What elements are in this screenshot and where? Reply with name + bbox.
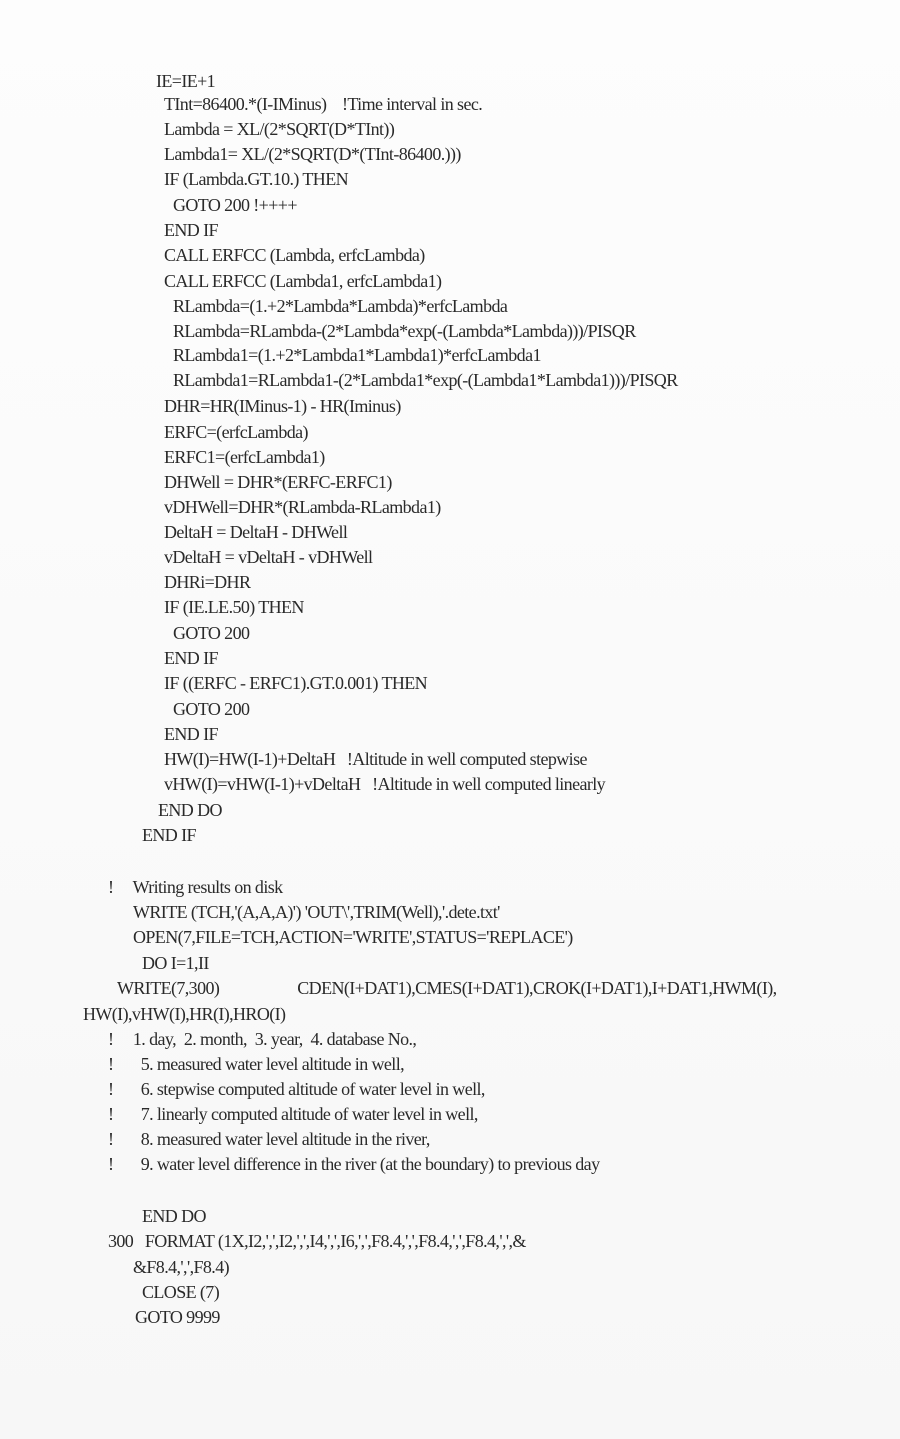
comment-field-5: ! 5. measured water level altitude in well, xyxy=(108,1054,404,1074)
code-line-format-continuation: &F8.4,',',F8.4) xyxy=(133,1257,230,1277)
code-line-goto-200: GOTO 200 !++++ xyxy=(173,195,297,215)
code-line-dhri: DHRi=DHR xyxy=(164,572,251,592)
code-line-write-7-300: WRITE(7,300) CDEN(I+DAT1),CMES(I+DAT1),CROK(I+DAT1),I+DAT1,HWM(I), xyxy=(117,978,777,998)
code-line-goto-200-c: GOTO 200 xyxy=(173,699,250,719)
comment-fields-1-4: ! 1. day, 2. month, 3. year, 4. database No., xyxy=(108,1029,417,1049)
code-line-goto-200-b: GOTO 200 xyxy=(173,623,250,643)
code-line-write-continuation: HW(I),vHW(I),HR(I),HRO(I) xyxy=(83,1004,286,1024)
code-line-if-ie: IF (IE.LE.50) THEN xyxy=(164,597,304,617)
code-line-if-lambda: IF (Lambda.GT.10.) THEN xyxy=(164,169,348,189)
comment-field-8: ! 8. measured water level altitude in the river, xyxy=(108,1129,430,1149)
code-line-write-tch: WRITE (TCH,'(A,A,A)') 'OUT\',TRIM(Well),'.dete.txt' xyxy=(133,902,500,922)
code-line-deltah: DeltaH = DeltaH - DHWell xyxy=(164,522,348,542)
code-line-tint: TInt=86400.*(I-IMinus) !Time interval in sec. xyxy=(164,94,483,114)
code-line-dhwell: DHWell = DHR*(ERFC-ERFC1) xyxy=(164,472,392,492)
code-line-open: OPEN(7,FILE=TCH,ACTION='WRITE',STATUS='REPLACE') xyxy=(133,927,573,947)
code-line-vdeltah: vDeltaH = vDeltaH - vDHWell xyxy=(164,547,373,567)
comment-field-9: ! 9. water level difference in the river (at the boundary) to previous day xyxy=(108,1154,600,1174)
code-line-call-erfcc-1: CALL ERFCC (Lambda1, erfcLambda1) xyxy=(164,271,442,291)
comment-field-6: ! 6. stepwise computed altitude of water level in well, xyxy=(108,1079,485,1099)
code-line-rlambda: RLambda=(1.+2*Lambda*Lambda)*erfcLambda xyxy=(173,296,508,316)
code-line-if-erfc: IF ((ERFC - ERFC1).GT.0.001) THEN xyxy=(164,673,428,693)
code-line-rlambda1-adjust: RLambda1=RLambda1-(2*Lambda1*exp(-(Lambda1*Lambda1)))/PISQR xyxy=(173,370,678,390)
code-line-hw: HW(I)=HW(I-1)+DeltaH !Altitude in well computed stepwise xyxy=(164,749,587,769)
code-line-rlambda-adjust: RLambda=RLambda-(2*Lambda*exp(-(Lambda*Lambda)))/PISQR xyxy=(173,321,636,341)
code-line-erfc1: ERFC1=(erfcLambda1) xyxy=(164,447,325,467)
code-line-goto-9999: GOTO 9999 xyxy=(135,1307,220,1327)
code-line-call-erfcc: CALL ERFCC (Lambda, erfcLambda) xyxy=(164,245,425,265)
code-line-lambda1: Lambda1= XL/(2*SQRT(D*(TInt-86400.))) xyxy=(164,144,461,164)
code-line-dhr: DHR=HR(IMinus-1) - HR(Iminus) xyxy=(164,396,401,416)
code-line-vhw: vHW(I)=vHW(I-1)+vDeltaH !Altitude in well computed linearly xyxy=(164,774,606,794)
code-line-end-if: END IF xyxy=(164,220,218,240)
code-line-erfc: ERFC=(erfcLambda) xyxy=(164,422,308,442)
code-line-rlambda1: RLambda1=(1.+2*Lambda1*Lambda1)*erfcLambda1 xyxy=(173,345,541,365)
code-line-end-do: END DO xyxy=(158,800,222,820)
code-line-end-if-c: END IF xyxy=(164,724,218,744)
code-line-vdhwell: vDHWell=DHR*(RLambda-RLambda1) xyxy=(164,497,441,517)
code-line-do-loop: DO I=1,II xyxy=(142,953,209,973)
comment-writing-results: ! Writing results on disk xyxy=(108,877,283,897)
code-line-end-if-b: END IF xyxy=(164,648,218,668)
code-line-end-do-b: END DO xyxy=(142,1206,206,1226)
code-line-lambda: Lambda = XL/(2*SQRT(D*TInt)) xyxy=(164,119,395,139)
code-line-end-if-d: END IF xyxy=(142,825,196,845)
code-line-format-300: 300 FORMAT (1X,I2,',',I2,',',I4,',',I6,',',F8.4,',',F8.4,',',F8.4,',',& xyxy=(108,1231,526,1251)
code-line-close: CLOSE (7) xyxy=(142,1282,220,1302)
code-line-ie-increment: IE=IE+1 xyxy=(156,71,216,91)
comment-field-7: ! 7. linearly computed altitude of water level in well, xyxy=(108,1104,478,1124)
